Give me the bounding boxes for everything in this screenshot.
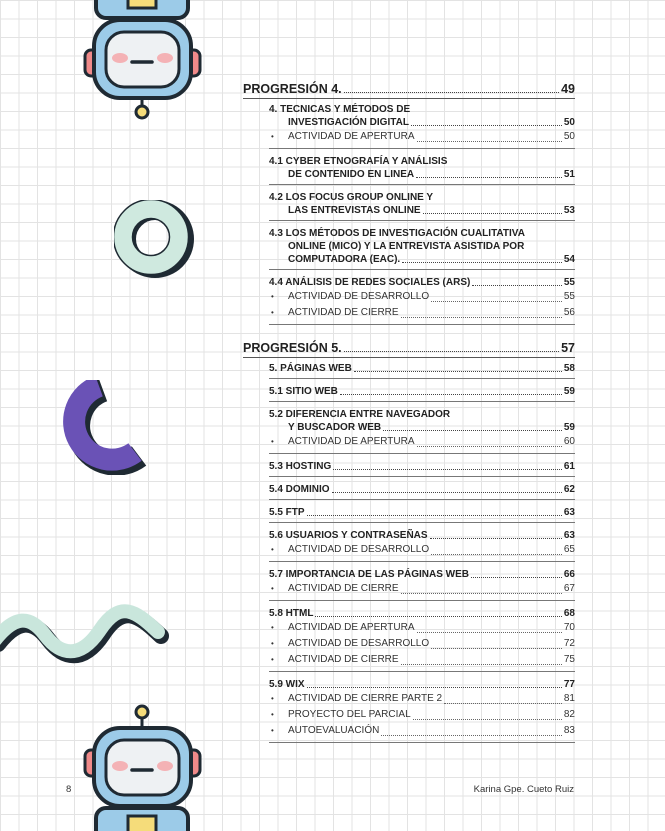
entry-page-number: 53: [563, 205, 575, 216]
bullet-icon: •: [271, 694, 274, 703]
subentry-label: AUTOEVALUACIÓN: [288, 725, 380, 736]
subentry-label: ACTIVIDAD DE APERTURA: [288, 622, 415, 633]
toc-entry-group: [269, 483, 575, 500]
toc-subentry[interactable]: [269, 691, 575, 707]
subentry-page-number: 60: [563, 436, 575, 447]
subentry-page-number: 55: [563, 291, 575, 302]
toc-entry[interactable]: [269, 568, 575, 581]
section-title: PROGRESIÓN 5.: [243, 341, 342, 355]
subentry-label: ACTIVIDAD DE DESARROLLO: [288, 638, 430, 649]
toc-section-heading[interactable]: [243, 82, 575, 99]
subentry-label: ACTIVIDAD DE CIERRE: [288, 654, 399, 665]
subentry-label: ACTIVIDAD DE APERTURA: [288, 131, 415, 142]
toc-entry-group: [269, 607, 575, 672]
dot-leader: [401, 593, 562, 594]
robot-bottom-illustration: [80, 700, 205, 831]
entry-title: 5.4 DOMINIO: [269, 484, 330, 495]
entry-title: 5.1 SITIO WEB: [269, 386, 338, 397]
dot-leader: [472, 285, 562, 286]
toc-entry-group: [269, 678, 575, 743]
page-number: 8: [66, 784, 72, 795]
entry-page-number: 54: [563, 254, 575, 265]
toc-entry-line: [269, 240, 575, 253]
entry-page-number: 62: [563, 484, 575, 495]
dot-leader: [413, 719, 562, 720]
toc-entry-line: [269, 227, 575, 240]
subentry-page-number: 50: [563, 131, 575, 142]
section-page-number: 57: [561, 341, 575, 355]
dot-leader: [417, 632, 562, 633]
toc-subentry[interactable]: [269, 581, 575, 597]
entry-title: 5.7 IMPORTANCIA DE LAS PÁGINAS WEB: [269, 569, 470, 580]
ring-shape: [114, 200, 209, 280]
dot-leader: [401, 664, 562, 665]
toc-entry[interactable]: [269, 460, 575, 473]
entry-title: 5. PÁGINAS WEB: [269, 363, 352, 374]
toc-subentry[interactable]: [269, 652, 575, 668]
dot-leader: [411, 125, 562, 126]
dot-leader: [332, 492, 562, 493]
toc-entry[interactable]: [269, 116, 575, 129]
toc-subentry[interactable]: [269, 305, 575, 321]
toc-entry[interactable]: [269, 168, 575, 181]
subentry-page-number: 83: [563, 725, 575, 736]
table-of-contents: [243, 78, 575, 749]
toc-entry-line: [269, 155, 575, 168]
toc-entry[interactable]: [269, 385, 575, 398]
entry-page-number: 51: [563, 169, 575, 180]
section-title: PROGRESIÓN 4.: [243, 82, 342, 96]
entry-page-number: 50: [563, 117, 575, 128]
subentry-page-number: 67: [563, 583, 575, 594]
entry-title: ONLINE (MICO) Y LA ENTREVISTA ASISTIDA POR: [288, 241, 525, 252]
subentry-page-number: 72: [563, 638, 575, 649]
bullet-icon: •: [271, 623, 274, 632]
dot-leader: [340, 394, 562, 395]
entry-title: 5.2 DIFERENCIA ENTRE NAVEGADOR: [269, 409, 451, 420]
dot-leader: [431, 301, 562, 302]
toc-entry-group: [269, 191, 575, 221]
dot-leader: [431, 648, 562, 649]
entry-title: 5.5 FTP: [269, 507, 305, 518]
toc-section-heading[interactable]: [243, 341, 575, 358]
toc-subentry[interactable]: [269, 289, 575, 305]
dot-leader: [416, 177, 562, 178]
toc-entry[interactable]: [269, 483, 575, 496]
bullet-icon: •: [271, 437, 274, 446]
entry-page-number: 58: [563, 363, 575, 374]
subentry-label: ACTIVIDAD DE CIERRE: [288, 307, 399, 318]
toc-entry[interactable]: [269, 253, 575, 266]
dot-leader: [430, 538, 562, 539]
entry-title: 5.3 HOSTING: [269, 461, 332, 472]
subentry-page-number: 70: [563, 622, 575, 633]
entry-title: 4.3 LOS MÉTODOS DE INVESTIGACIÓN CUALITATIVA: [269, 228, 525, 239]
subentry-label: ACTIVIDAD DE CIERRE: [288, 583, 399, 594]
dot-leader: [417, 141, 562, 142]
toc-entry-line: [269, 191, 575, 204]
bullet-icon: •: [271, 132, 274, 141]
subentry-label: PROYECTO DEL PARCIAL: [288, 709, 411, 720]
subentry-label: ACTIVIDAD DE DESARROLLO: [288, 544, 430, 555]
entry-title: 5.9 WIX: [269, 679, 305, 690]
bullet-icon: •: [271, 710, 274, 719]
entry-title: 5.8 HTML: [269, 608, 314, 619]
subentry-page-number: 75: [563, 654, 575, 665]
entry-title: 4.1 CYBER ETNOGRAFÍA Y ANÁLISIS: [269, 156, 448, 167]
entry-page-number: 59: [563, 386, 575, 397]
entry-page-number: 59: [563, 422, 575, 433]
bullet-icon: •: [271, 655, 274, 664]
toc-entry-group: [269, 227, 575, 270]
bullet-icon: •: [271, 639, 274, 648]
toc-entry[interactable]: [269, 678, 575, 691]
toc-entry-line: [269, 103, 575, 116]
toc-entry[interactable]: [269, 529, 575, 542]
toc-subentry[interactable]: [269, 707, 575, 723]
entry-title: INVESTIGACIÓN DIGITAL: [288, 117, 409, 128]
dot-leader: [444, 703, 562, 704]
entry-title: 4. TECNICAS Y MÉTODOS DE: [269, 104, 411, 115]
subentry-label: ACTIVIDAD DE APERTURA: [288, 436, 415, 447]
dot-leader: [307, 687, 562, 688]
entry-page-number: 63: [563, 507, 575, 518]
subentry-label: ACTIVIDAD DE CIERRE PARTE 2: [288, 693, 443, 704]
dot-leader: [423, 213, 562, 214]
dot-leader: [381, 735, 562, 736]
toc-subentry[interactable]: [269, 434, 575, 450]
entry-page-number: 77: [563, 679, 575, 690]
toc-entry-group: [269, 155, 575, 185]
toc-entry[interactable]: [269, 204, 575, 217]
dot-leader: [307, 515, 562, 516]
toc-entry[interactable]: [269, 506, 575, 519]
subentry-page-number: 82: [563, 709, 575, 720]
entry-page-number: 63: [563, 530, 575, 541]
dot-leader: [344, 92, 559, 93]
toc-entry-line: [269, 408, 575, 421]
toc-entry[interactable]: [269, 276, 575, 289]
toc-entry-group: [269, 362, 575, 379]
dot-leader: [402, 262, 562, 263]
subentry-label: ACTIVIDAD DE DESARROLLO: [288, 291, 430, 302]
toc-subentry[interactable]: [269, 129, 575, 145]
toc-entry[interactable]: [269, 362, 575, 375]
entry-page-number: 66: [563, 569, 575, 580]
bullet-icon: •: [271, 584, 274, 593]
author-name: Karina Gpe. Cueto Ruiz: [473, 784, 574, 795]
dot-leader: [354, 371, 562, 372]
entry-title: COMPUTADORA (EAC).: [288, 254, 401, 265]
entry-title: 5.6 USUARIOS Y CONTRASEÑAS: [269, 530, 428, 541]
toc-entry-group: [269, 506, 575, 523]
entry-title: 4.2 LOS FOCUS GROUP ONLINE Y: [269, 192, 434, 203]
toc-entry-group: [269, 408, 575, 454]
toc-subentry[interactable]: [269, 542, 575, 558]
toc-subentry[interactable]: [269, 723, 575, 739]
toc-entry-group: [269, 103, 575, 149]
half-ring-shape: [55, 380, 150, 475]
entry-title: LAS ENTREVISTAS ONLINE: [288, 205, 421, 216]
dot-leader: [333, 469, 562, 470]
toc-entry-group: [269, 568, 575, 601]
toc-entry-group: [269, 460, 575, 477]
toc-entry-group: [269, 276, 575, 325]
entry-title: Y BUSCADOR WEB: [288, 422, 382, 433]
toc-entry-group: [269, 529, 575, 562]
toc-entry-group: [269, 385, 575, 402]
subentry-page-number: 56: [563, 307, 575, 318]
wave-shape: [0, 600, 170, 670]
bullet-icon: •: [271, 726, 274, 735]
dot-leader: [471, 577, 562, 578]
toc-entry[interactable]: [269, 421, 575, 434]
dot-leader: [383, 430, 562, 431]
bullet-icon: •: [271, 292, 274, 301]
entry-page-number: 55: [563, 277, 575, 288]
toc-entry[interactable]: [269, 607, 575, 620]
entry-title: DE CONTENIDO EN LINEA: [288, 169, 415, 180]
entry-title: 4.4 ANÁLISIS DE REDES SOCIALES (ARS): [269, 277, 471, 288]
section-page-number: 49: [561, 82, 575, 96]
bullet-icon: •: [271, 545, 274, 554]
subentry-page-number: 81: [563, 693, 575, 704]
subentry-page-number: 65: [563, 544, 575, 555]
bullet-icon: •: [271, 308, 274, 317]
robot-top-illustration: [80, 0, 205, 125]
toc-subentry[interactable]: [269, 636, 575, 652]
dot-leader: [401, 317, 562, 318]
entry-page-number: 61: [563, 461, 575, 472]
entry-page-number: 68: [563, 608, 575, 619]
dot-leader: [315, 616, 561, 617]
toc-subentry[interactable]: [269, 620, 575, 636]
dot-leader: [344, 351, 559, 352]
dot-leader: [431, 554, 562, 555]
dot-leader: [417, 446, 562, 447]
